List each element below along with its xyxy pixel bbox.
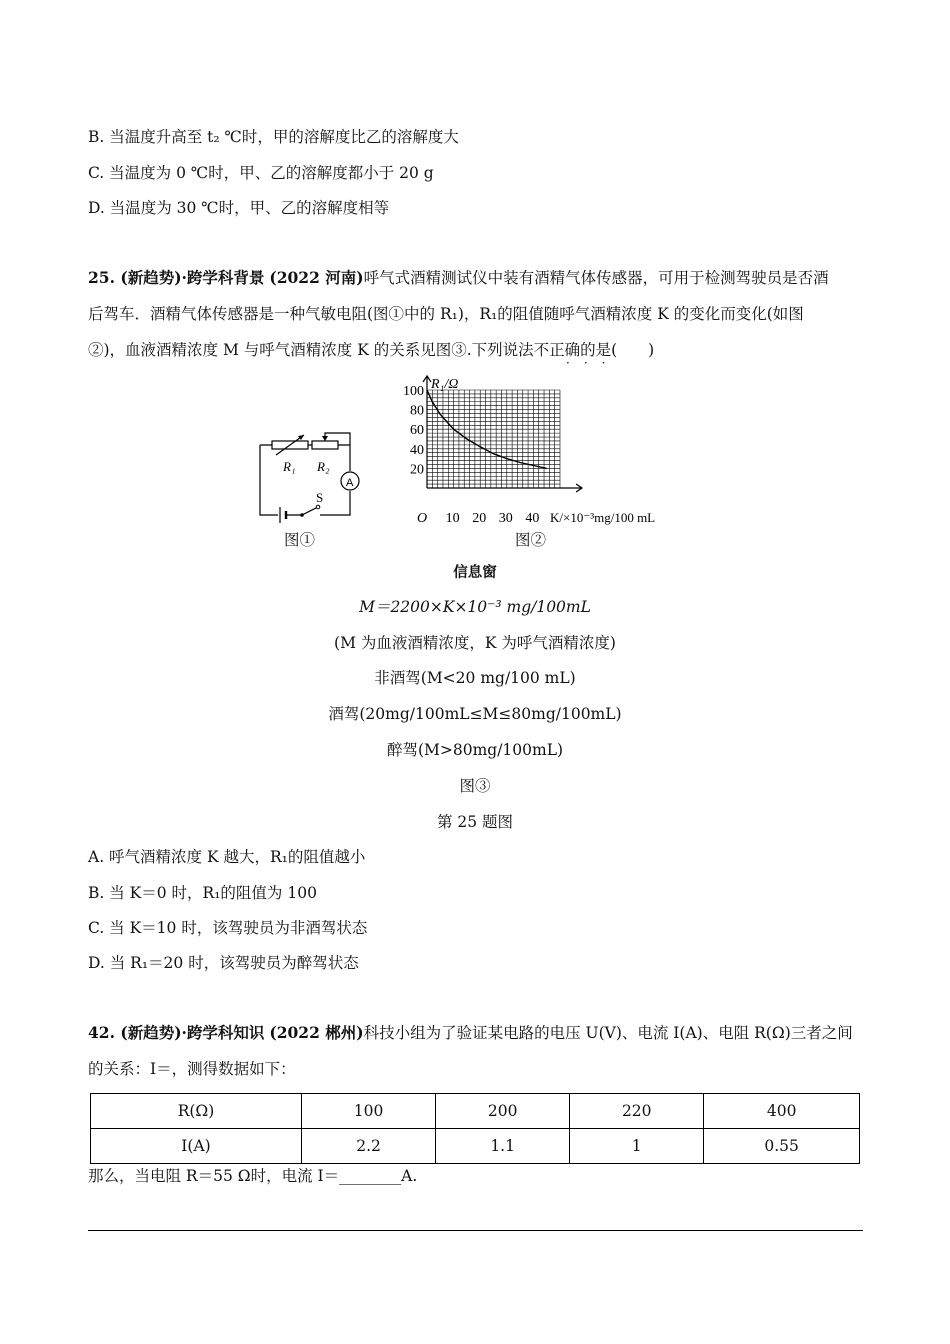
fig1-caption: 图① [284,531,316,549]
origin-label: O [417,511,428,526]
table-cell: 1 [570,1129,704,1164]
q25-option-b: B. 当 K＝0 时，R₁的阻值为 100 [88,884,317,902]
table-row [91,1129,860,1164]
q42-line2: 的关系：I＝，测得数据如下： [88,1060,296,1078]
switch-label: S [316,490,324,505]
x-axis-label: K/×10⁻³mg/100 mL [550,510,656,525]
table-cell: 400 [704,1094,860,1129]
footer-rule [88,1230,863,1231]
x-axis [427,484,582,492]
q25-text1: 呼气式酒精测试仪中装有酒精气体传感器，可用于检测驾驶员是否酒 [363,269,829,287]
x-tick-label: 20 [472,511,487,526]
q25-line3: ②)，血液酒精浓度 M 与呼气酒精浓度 K 的关系见图③.下列说法不正确的是( ) [88,341,655,359]
circuit-diagram [250,425,370,525]
info-drunk: 酒驾(20mg/100mL≤M≤80mg/100mL) [328,705,622,723]
q42-text1: 科技小组为了验证某电路的电压 U(V)、电流 I(A)、电阻 R(Ω)三者之间 [363,1024,853,1042]
info-sober: 非酒驾(M<20 mg/100 mL) [374,669,576,687]
r1-label: R₁ [283,459,296,474]
y-tick-label: 20 [410,462,424,478]
q42-tag: 42. (新趋势)·跨学科知识 [88,1023,265,1042]
x-tick-label: 30 [498,511,513,526]
option-d-top: D. 当温度为 30 ℃时，甲、乙的溶解度相等 [88,199,390,217]
resistance-current-table [90,1093,860,1164]
info-intoxicated: 醉驾(M>80mg/100mL) [386,741,564,759]
q42-line1 [88,1023,853,1043]
y-axis [423,376,431,488]
ammeter-label: A [346,477,354,489]
x-tick-label: 10 [445,511,460,526]
r2-label: R₂ [317,459,330,474]
y-axis-label: R₁/Ω [431,377,459,392]
q42-source: (2022 郴州) [269,1023,364,1042]
y-tick-label: 40 [410,442,424,458]
q25-line2: 后驾车．酒精气体传感器是一种气敏电阻(图①中的 R₁)，R₁的阻值随呼气酒精浓度 K 的变化而变化(如图 [88,305,804,323]
info-title: 信息窗 [453,565,497,581]
option-b-top: B. 当温度升高至 t₂ ℃时，甲的溶解度比乙的溶解度大 [88,128,459,146]
q25-line1 [88,268,829,288]
q25-option-a: A. 呼气酒精浓度 K 越大，R₁的阻值越小 [88,848,366,866]
table-cell: 100 [302,1094,436,1129]
table-cell: 0.55 [704,1129,860,1164]
q25-option-c: C. 当 K＝10 时，该驾驶员为非酒驾状态 [88,919,368,937]
fig2-caption: 图② [515,531,547,549]
x-tick-label: 40 [525,511,540,526]
emphasis-dots: ··· [566,356,620,370]
info-note: (M 为血液酒精浓度，K 为呼气酒精浓度) [334,634,616,652]
table-cell: 220 [570,1094,704,1129]
fig3-caption: 图③ [459,777,491,795]
y-tick-label: 100 [403,384,424,399]
figure-caption: 第 25 题图 [436,813,514,831]
info-formula: M＝2200×K×10⁻³ mg/100mL [359,598,591,616]
table-cell: I(A) [91,1129,302,1164]
table-cell: 1.1 [436,1129,570,1164]
y-tick-label: 60 [410,423,424,439]
resistance-chart [395,370,705,530]
table-cell: R(Ω) [91,1094,302,1129]
option-c-top: C. 当温度为 0 ℃时，甲、乙的溶解度都小于 20 g [88,164,434,182]
q25-tag: 25. (新趋势)·跨学科背景 [88,268,265,287]
q25-option-d: D. 当 R₁＝20 时，该驾驶员为醉驾状态 [88,954,359,972]
table-cell: 200 [436,1094,570,1129]
q25-source: (2022 河南) [269,268,364,287]
q42-followup: 那么，当电阻 R＝55 Ω时，电流 I＝________A. [88,1167,418,1185]
table-row [91,1094,860,1129]
table-cell: 2.2 [302,1129,436,1164]
y-tick-label: 80 [410,403,424,419]
